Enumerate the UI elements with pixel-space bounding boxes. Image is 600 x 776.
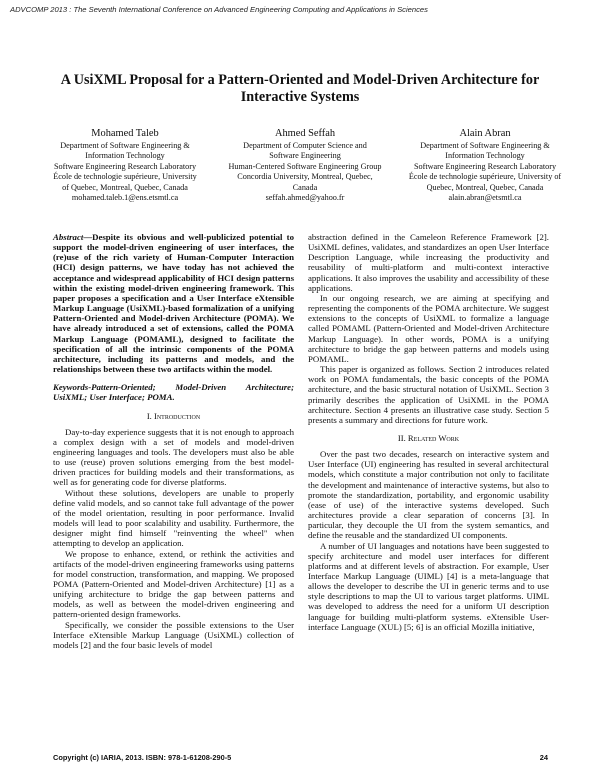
- author-affiliation-line: Software Engineering: [269, 151, 341, 161]
- author-affiliation-line: Software Engineering Research Laboratory: [53, 161, 197, 171]
- abstract-text: —Despite its obvious and well-publicized potential to support the model-driven engineering of user interfaces, the (re)use of the rich variety of Human-Computer Interaction (HCI) design patterns, we have today has not achieved the acceptance and widespread applicability of HCI design patterns within the existing model-driven engineering framework. This paper proposes a specification and a User Interface eXtensible Markup Language (UsiXML)-based formalization of a unifying Pattern-Oriented and Model-driven Architecture (POMA). We have already introduced a set of extensions, called the POMA Markup Language (POMAML), designed to facilitate the specification of all the intrinsic components of the POMA architecture, including its patterns and models, and the relationships between these two artifacts within the model.: [53, 232, 294, 375]
- author-1: [40, 127, 210, 203]
- author-affiliation-line: Canada: [292, 182, 318, 192]
- author-affiliation-line: Department of Software Engineering &: [420, 141, 550, 150]
- author-affiliation-line: Human-Centered Software Engineering Group: [228, 161, 382, 171]
- author-email: alain.abran@etsmtl.ca: [448, 193, 522, 203]
- paragraph: A number of UI languages and notations have been suggested to specify architecture and model user interfaces for different platforms and at different levels of abstraction. For example, User Interface Markup Language (UIML) [4] is a meta-language that allows the developer to describe the UI in generic terms and to use style descriptions to map the UI to various target platforms. UIML was developed to address the need for a uniform UI description language for building multi-platform systems. eXtensible User-interface Language (XUL) [5; 6] is an official Mozilla initiative,: [308, 540, 549, 632]
- paragraph: This paper is organized as follows. Section 2 introduces related work on POMA fundamentals, the basic concepts of the POMA architecture, and the basic structural notation of UsiXML. Section 3 primarily describes the application of UsiXML in the POMA architecture. Section 4 presents an illustrative case study. Section 5 presents a summary and directions for future work.: [308, 364, 549, 425]
- paragraph: We propose to enhance, extend, or rethink the activities and artifacts of the model-driven engineering frameworks using patterns for model construction, transformation, and mapping. We proposed POMA (Pattern-Oriented and Model-driven Architecture) [1] as a unifying architecture to bridge the gap between patterns and models, as well as between the model-driven engineering and pattern-oriented design frameworks.: [53, 548, 294, 620]
- abstract-label: Abstract: [53, 232, 84, 242]
- author-affiliation-line: Information Technology: [445, 151, 525, 161]
- author-name: Alain Abran: [459, 128, 511, 139]
- paragraph: abstraction defined in the Cameleon Reference Framework [2]. UsiXML defines, validates, and standardizes an open User Interface Description Language, while increasing the productivity and reusability of multi-platform and multi-context interactive applications. It also improves the usability and accessibility of these applications.: [308, 232, 549, 293]
- author-affiliation-line: Software Engineering Research Laboratory: [413, 161, 557, 171]
- author-affiliation-line: Quebec, Montreal, Quebec, Canada: [426, 182, 544, 192]
- author-affiliation-line: École de technologie supérieure, University of: [408, 172, 562, 182]
- author-affiliation-line: Concordia University, Montreal, Quebec,: [237, 172, 373, 182]
- page-number: 24: [539, 753, 548, 762]
- abstract: [53, 232, 294, 374]
- paragraph: Specifically, we consider the possible extensions to the User Interface eXtensible Markup Language (UsiXML) collection of models [2] and the four basic levels of model: [53, 619, 294, 650]
- copyright-footer: Copyright (c) IARIA, 2013. ISBN: 978-1-61208-290-5: [53, 753, 232, 762]
- paper-title: A UsiXML Proposal for a Pattern-Oriented and Model-Driven Architecture for Interactive Systems: [60, 72, 540, 105]
- conference-header: ADVCOMP 2013 : The Seventh International Conference on Advanced Engineering Computing and Applications in Sciences: [10, 5, 428, 14]
- author-email: seffah.ahmed@yahoo.fr: [265, 193, 345, 203]
- paragraph: Over the past two decades, research on interactive system and User Interface (UI) engineering has resulted in several architectural models, which constitute a major contribution not only to facilitate the development and maintenance of interactive systems, but also to promote the standardization, portability, and ergonomic usability (ease of use) of the interactive systems developed. Such architectures provide a clear separation of concerns [3]. In particular, they decouple the UI from the system semantics, and define the reusable and the standardized UI components.: [308, 449, 549, 541]
- author-2: [220, 127, 390, 203]
- author-name: Mohamed Taleb: [91, 128, 159, 139]
- paragraph: Without these solutions, developers are unable to properly define valid models, and so cannot take full advantage of the power of the model orientation, resulting in poor performance. Invalid models will lead to poor scalability and usability. Furthermore, the designer might find himself "reinventing the wheel" when attempting to develop an application.: [53, 487, 294, 549]
- paragraph: Day-to-day experience suggests that it is not enough to approach a complex design with a set of models and model-driven engineering languages and tools. The developers must also be able to use (reuse) proven solutions emerging from the best model-driven practices for building models and their transformations, as well as for generating code for diverse platforms.: [53, 426, 294, 488]
- paragraph: In our ongoing research, we are aiming at specifying and representing the components of the POMA architecture. We suggest extensions to the concepts of UsiXML to formalize a language called POMAML (Pattern-Oriented and Model-driven Architecture Markup Language). In other words, POMA is a unifying architecture to bridge the gap between patterns and models using POMAML.: [308, 292, 549, 364]
- right-column: [308, 232, 549, 632]
- section-heading-related-work: II. Related Work: [397, 432, 460, 443]
- keywords: Keywords-Pattern-Oriented; Model-Driven Architecture; UsiXML; User Interface; POMA.: [53, 382, 294, 403]
- author-3: [400, 127, 570, 203]
- author-email: mohamed.taleb.1@ens.etsmtl.ca: [71, 193, 179, 203]
- author-affiliation-line: Department of Computer Science and: [243, 141, 367, 150]
- author-affiliation-line: Department of Software Engineering &: [60, 141, 190, 150]
- author-affiliation-line: Information Technology: [85, 151, 165, 161]
- author-name: Ahmed Seffah: [274, 128, 336, 139]
- section-heading-introduction: I. Introduction: [146, 410, 201, 421]
- author-affiliation-line: of Quebec, Montreal, Quebec, Canada: [62, 182, 188, 192]
- author-block: [40, 127, 570, 203]
- author-affiliation-line: École de technologie supérieure, University: [53, 172, 197, 182]
- left-column: [53, 232, 294, 650]
